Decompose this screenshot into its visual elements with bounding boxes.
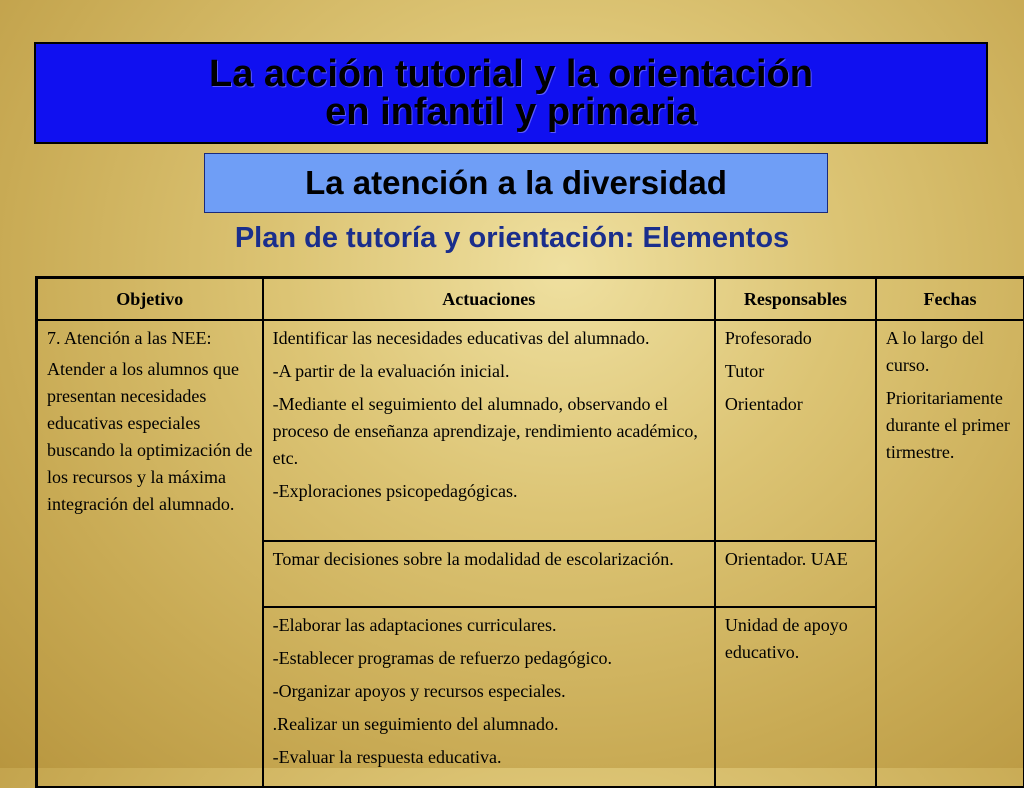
actuacion-item: Tomar decisiones sobre la modalidad de escolarización. bbox=[273, 546, 705, 573]
objetivo-description: Atender a los alumnos que presentan necesidades educativas especiales buscando la optimización de los recursos y la máxima integración del alumnado. bbox=[47, 356, 253, 518]
plan-table bbox=[35, 276, 1024, 788]
actuacion-item: -Organizar apoyos y recursos especiales. bbox=[273, 678, 705, 705]
actuacion-item: -Mediante el seguimiento del alumnado, observando el proceso de enseñanza aprendizaje, rendimiento académico, etc. bbox=[273, 391, 705, 472]
actuacion-item: -A partir de la evaluación inicial. bbox=[273, 358, 705, 385]
objetivo-cell bbox=[37, 320, 263, 787]
actuaciones-cell bbox=[263, 541, 715, 607]
actuacion-item: -Exploraciones psicopedagógicas. bbox=[273, 478, 705, 505]
header-actuaciones: Actuaciones bbox=[263, 278, 715, 321]
responsable-item: Tutor bbox=[725, 358, 866, 385]
responsables-cell bbox=[715, 607, 876, 787]
actuacion-item: -Elaborar las adaptaciones curriculares. bbox=[273, 612, 705, 639]
actuacion-item: -Establecer programas de refuerzo pedagógico. bbox=[273, 645, 705, 672]
header-fechas: Fechas bbox=[876, 278, 1024, 321]
actuaciones-cell bbox=[263, 320, 715, 541]
header-objetivo: Objetivo bbox=[37, 278, 263, 321]
actuacion-item: -Evaluar la respuesta educativa. bbox=[273, 744, 705, 771]
title-line-1: La acción tutorial y la orientación bbox=[209, 55, 813, 93]
responsable-item: Orientador. UAE bbox=[725, 546, 866, 573]
fecha-item: Prioritariamente durante el primer tirmestre. bbox=[886, 385, 1014, 466]
responsables-cell bbox=[715, 320, 876, 541]
table-header-row bbox=[37, 278, 1024, 321]
fechas-cell bbox=[876, 320, 1024, 787]
responsable-item: Profesorado bbox=[725, 325, 866, 352]
fecha-item: A lo largo del curso. bbox=[886, 325, 1014, 379]
title-banner bbox=[34, 42, 988, 144]
subtitle: La atención a la diversidad bbox=[305, 164, 727, 202]
header-responsables: Responsables bbox=[715, 278, 876, 321]
actuacion-item: .Realizar un seguimiento del alumnado. bbox=[273, 711, 705, 738]
actuacion-item: Identificar las necesidades educativas del alumnado. bbox=[273, 325, 705, 352]
title-line-2: en infantil y primaria bbox=[325, 93, 697, 131]
table-row bbox=[37, 320, 1024, 541]
objetivo-title: 7. Atención a las NEE: bbox=[47, 325, 253, 352]
actuaciones-cell bbox=[263, 607, 715, 787]
subtitle-banner bbox=[204, 153, 828, 213]
responsables-cell bbox=[715, 541, 876, 607]
section-heading: Plan de tutoría y orientación: Elementos bbox=[0, 222, 1024, 255]
responsable-item: Unidad de apoyo educativo. bbox=[725, 612, 866, 666]
responsable-item: Orientador bbox=[725, 391, 866, 418]
